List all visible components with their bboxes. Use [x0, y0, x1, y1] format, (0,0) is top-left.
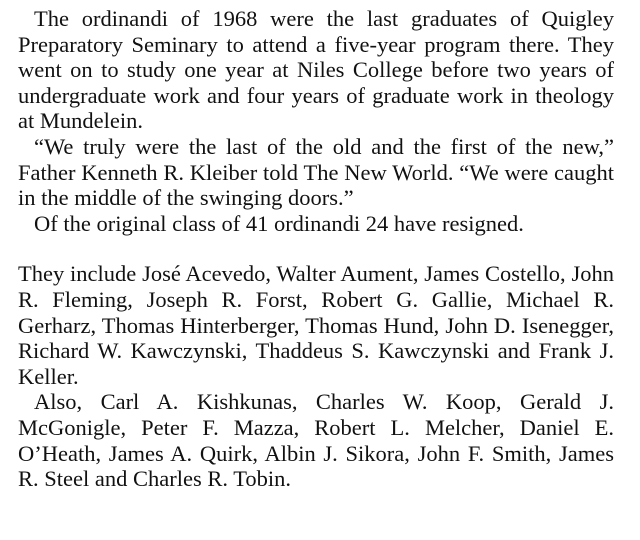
- paragraph-spacer: [18, 236, 614, 261]
- paragraph-names-list-2: Also, Carl A. Kishkunas, Charles W. Koop, Gerald J. McGonigle, Peter F. Mazza, Robert L. Melcher, Daniel E. O’Heath, James A. Quirk, Albin J. Sikora, John F. Smith, James R. Steel and Charles R. Tobin.: [18, 389, 614, 492]
- paragraph-quigley-graduates: The ordinandi of 1968 were the last graduates of Quigley Preparatory Seminary to attend a five-year program there. They went on to study one year at Niles College before two years of undergraduate work and four years of graduate work in theology at Mundelein.: [18, 6, 614, 134]
- paragraph-kleiber-quote: “We truly were the last of the old and the first of the new,” Father Kenneth R. Kleiber told The New World. “We were caught in the middle of the swinging doors.”: [18, 133, 614, 211]
- article-column: [18, 6, 614, 492]
- paragraph-resigned-count: Of the original class of 41 ordinandi 24 have resigned.: [34, 210, 524, 236]
- paragraph-names-list-1: They include José Acevedo, Walter Aument, James Costello, John R. Fleming, Joseph R. Forst, Robert G. Gallie, Michael R. Gerharz, Thomas Hinterberger, Thomas Hund, John D. Isenegger, Richard W. Kawczynski, Thaddeus S. Kawczynski and Frank J. Keller.: [18, 261, 614, 389]
